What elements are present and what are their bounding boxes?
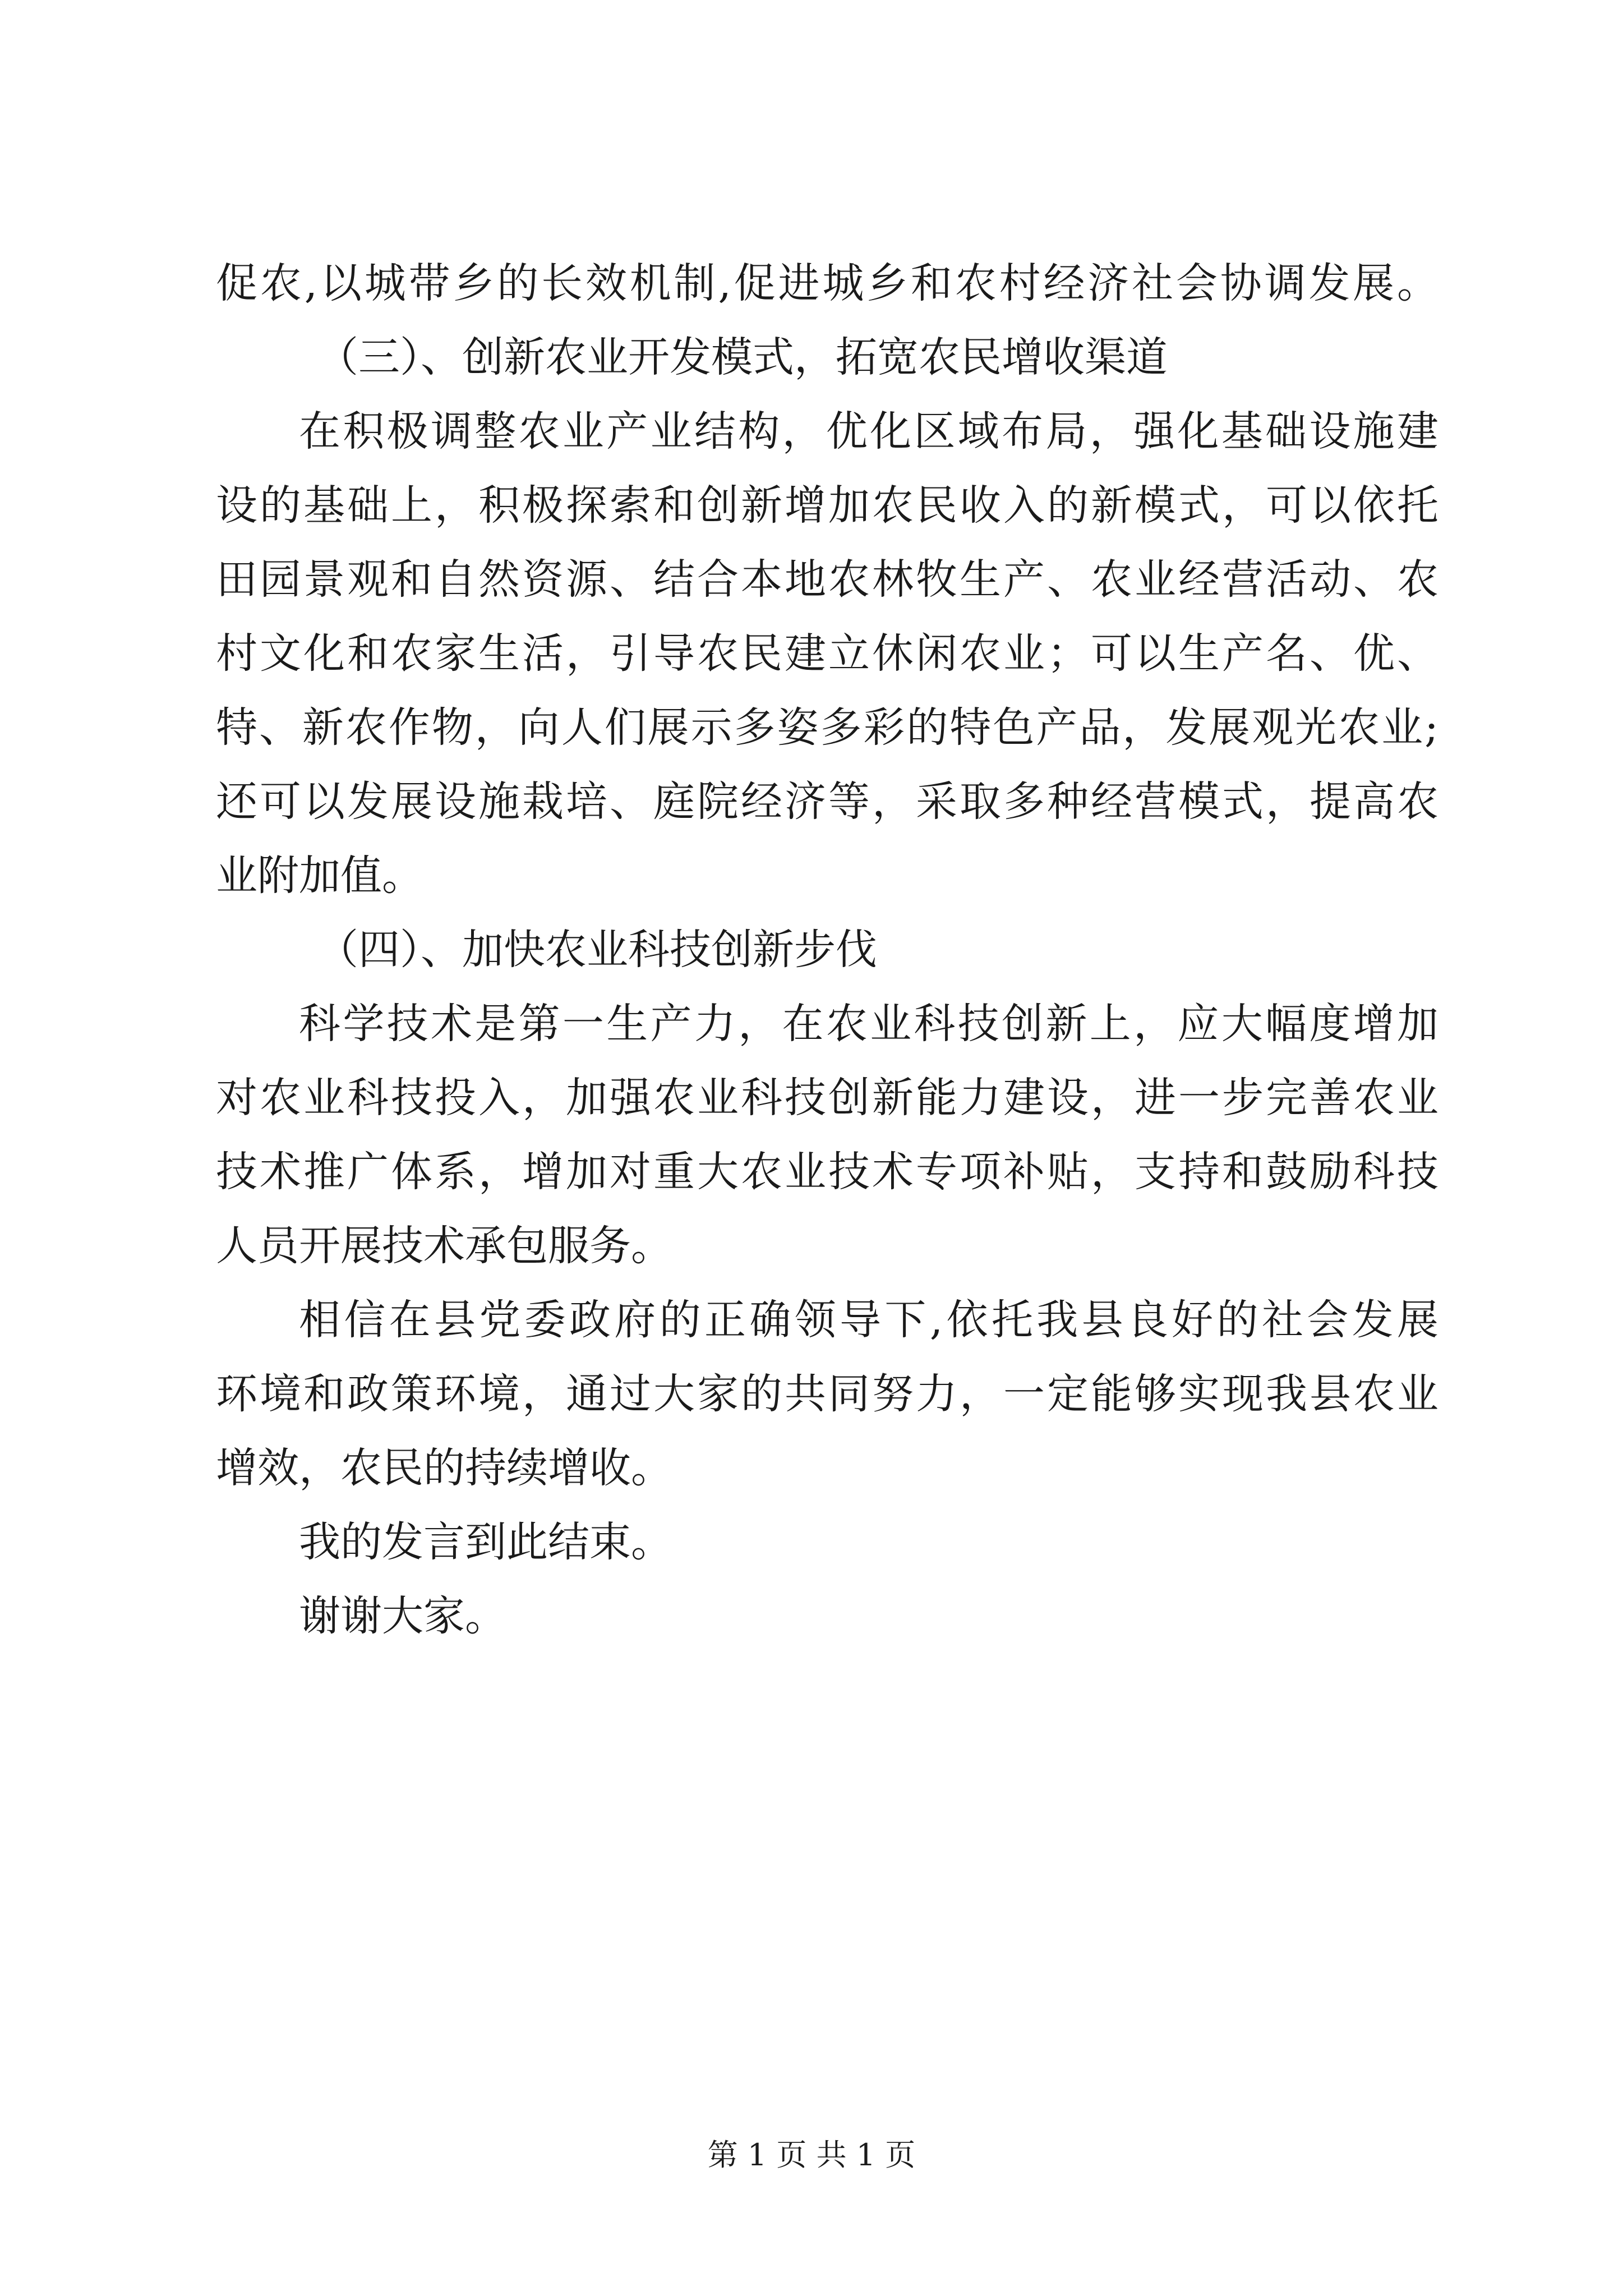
text-line: 我的发言到此结束。	[299, 1518, 672, 1566]
text-line: 相信在县党委政府的正确领导下,依托我县良好的社会发展	[299, 1296, 1438, 1344]
text-line: 特、新农作物，向人们展示多姿多彩的特色产品，发展观光农业;	[216, 703, 1438, 752]
text-line: 在积极调整农业产业结构，优化区域布局，强化基础设施建	[299, 407, 1438, 455]
text-line: 设的基础上，积极探索和创新增加农民收入的新模式，可以依托	[216, 481, 1438, 530]
text-line: 技术推广体系，增加对重大农业技术专项补贴，支持和鼓励科技	[216, 1148, 1438, 1196]
text-line: 还可以发展设施栽培、庭院经济等，采取多种经营模式，提高农	[216, 777, 1438, 826]
section-heading-4: （四）、加快农业科技创新步伐	[317, 926, 877, 974]
text-line: 科学技术是第一生产力，在农业科技创新上，应大幅度增加	[299, 1000, 1438, 1048]
text-line: 促农,以城带乡的长效机制,促进城乡和农村经济社会协调发展。	[216, 259, 1438, 307]
text-line: 对农业科技投入，加强农业科技创新能力建设，进一步完善农业	[216, 1074, 1438, 1122]
text-line: 人员开展技术承包服务。	[216, 1222, 672, 1270]
text-line: 田园景观和自然资源、结合本地农林牧生产、农业经营活动、农	[216, 555, 1438, 604]
section-heading-3: （三）、创新农业开发模式，拓宽农民增收渠道	[317, 333, 1168, 381]
text-line: 业附加值。	[216, 852, 423, 900]
text-line: 增效，农民的持续增收。	[216, 1444, 672, 1492]
text-line: 环境和政策环境，通过大家的共同努力，一定能够实现我县农业	[216, 1370, 1438, 1418]
document-body	[216, 259, 1438, 1640]
page-footer: 第 1 页 共 1 页	[707, 2137, 916, 2173]
text-line: 谢谢大家。	[299, 1592, 506, 1640]
text-line: 村文化和农家生活，引导农民建立休闲农业；可以生产名、优、	[216, 629, 1438, 678]
